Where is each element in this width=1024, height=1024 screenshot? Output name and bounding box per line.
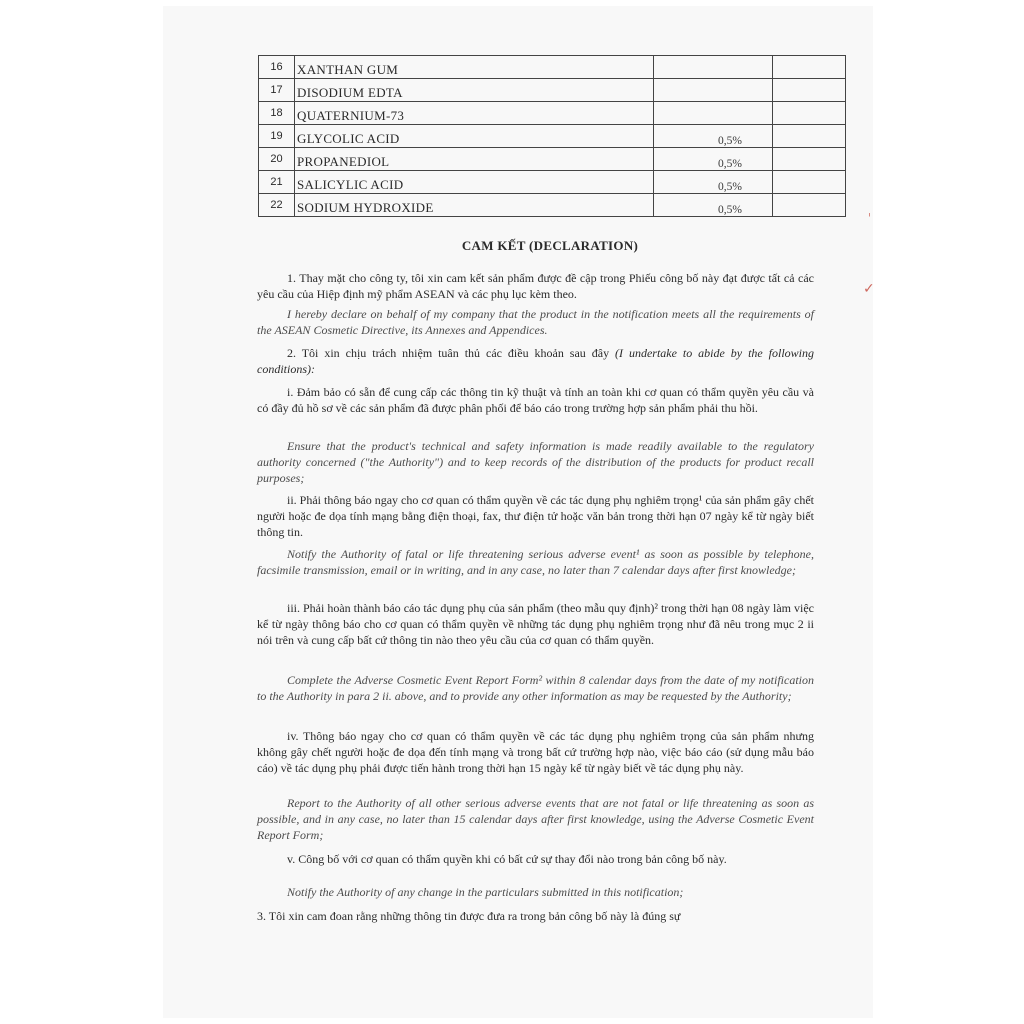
condition-ii-vi: ii. Phải thông báo ngay cho cơ quan có thẩm quyền về các tác dụng phụ nghiêm trọng¹ của sản phẩm gây chết người hoặc đe dọa tính mạng bằng điện thoại, fax, thư điện tử hoặc văn bản trong thời hạn 07 ngày kể từ ngày biết thông tin. bbox=[257, 493, 814, 539]
condition-iv-vi: iv. Thông báo ngay cho cơ quan có thẩm quyền về các tác dụng phụ nghiêm trọng của sản phẩm nhưng không gây chết người hoặc đe dọa đến tính mạng và trong bất cứ trường hợp nào, việc báo cáo (sử dụng mẫu báo cáo) về tác dụng phụ phải được tiến hành trong thời hạn 15 ngày kể từ ngày biết về tác dụng phụ này. bbox=[257, 729, 814, 775]
condition-v-vi: v. Công bố với cơ quan có thẩm quyền khi có bất cứ sự thay đổi nào trong bản công bố này. bbox=[287, 852, 727, 866]
ingredient-row bbox=[259, 148, 846, 171]
ingredient-row bbox=[259, 194, 846, 217]
ingredient-extra-cell bbox=[773, 125, 846, 148]
declaration-title: CAM KẾT (DECLARATION) bbox=[461, 238, 639, 253]
ingredient-name: XANTHAN GUM bbox=[295, 56, 654, 79]
ingredient-percent bbox=[654, 79, 773, 102]
declaration-para-2-vi: 2. Tôi xin chịu trách nhiệm tuân thủ các điều khoản sau đây bbox=[287, 346, 610, 360]
ingredient-row bbox=[259, 79, 846, 102]
ingredient-percent: 0,5% bbox=[654, 171, 773, 194]
condition-iii-en: Complete the Adverse Cosmetic Event Report Form² within 8 calendar days from the date of my notification to the Authority in para 2 ii. above, and to provide any other information as may be requested by the Authority; bbox=[257, 673, 814, 703]
ingredient-percent bbox=[654, 56, 773, 79]
ingredient-name: DISODIUM EDTA bbox=[295, 79, 654, 102]
condition-i-en: Ensure that the product's technical and safety information is made readily available to the regulatory authority concerned ("the Authority") and to keep records of the distribution of the products for product recall purposes; bbox=[257, 439, 814, 485]
declaration-para-1-vi: 1. Thay mặt cho công ty, tôi xin cam kết sản phẩm được đề cập trong Phiếu công bố này đạt được tất cả các yêu cầu của Hiệp định mỹ phẩm ASEAN và các phụ lục kèm theo. bbox=[257, 271, 814, 301]
ingredient-row bbox=[259, 171, 846, 194]
declaration-para-2-en: (I undertake to abide by the following conditions): bbox=[257, 346, 815, 376]
condition-iv-en: Report to the Authority of all other serious adverse events that are not fatal or life threatening as soon as possible, and in any case, no later than 15 calendar days after first knowledge, using the Adverse Cosmetic Event Report Form; bbox=[257, 796, 814, 842]
declaration-para-3-vi: 3. Tôi xin cam đoan rằng những thông tin được đưa ra trong bản công bố này là đúng sự bbox=[257, 909, 681, 923]
condition-v-en: Notify the Authority of any change in the particulars submitted in this notification; bbox=[287, 885, 684, 899]
declaration-para-1-en: I hereby declare on behalf of my company that the product in the notification meets all the requirements of the ASEAN Cosmetic Directive, its Annexes and Appendices. bbox=[257, 307, 814, 337]
ingredient-name: QUATERNIUM-73 bbox=[295, 102, 654, 125]
ingredient-name: SODIUM HYDROXIDE bbox=[295, 194, 654, 217]
ingredient-row bbox=[259, 56, 846, 79]
red-stamp-fragment: ✓ bbox=[863, 281, 875, 297]
ingredient-percent: 0,5% bbox=[654, 148, 773, 171]
ingredient-number: 21 bbox=[259, 171, 295, 194]
ingredient-percent: 0,5% bbox=[654, 194, 773, 217]
ingredient-percent bbox=[654, 102, 773, 125]
ingredient-name: PROPANEDIOL bbox=[295, 148, 654, 171]
ingredient-extra-cell bbox=[773, 102, 846, 125]
ingredient-number: 20 bbox=[259, 148, 295, 171]
ingredient-number: 19 bbox=[259, 125, 295, 148]
ingredient-extra-cell bbox=[773, 148, 846, 171]
ingredient-number: 16 bbox=[259, 56, 295, 79]
ingredient-table bbox=[258, 55, 846, 217]
ingredient-percent: 0,5% bbox=[654, 125, 773, 148]
ingredient-extra-cell bbox=[773, 171, 846, 194]
ingredient-row bbox=[259, 102, 846, 125]
declaration-para-2 bbox=[257, 345, 814, 377]
ingredient-number: 22 bbox=[259, 194, 295, 217]
ingredient-name: GLYCOLIC ACID bbox=[295, 125, 654, 148]
condition-iii-vi: iii. Phải hoàn thành báo cáo tác dụng phụ của sản phẩm (theo mẫu quy định)² trong thời hạn 08 ngày làm việc kể từ ngày thông báo cho cơ quan có thẩm quyền về những tác dụng phụ nghiêm trọng như đã nêu trong mục 2 ii nói trên và cung cấp bất cứ thông tin nào theo yêu cầu của cơ quan có thẩm quyền. bbox=[257, 601, 814, 647]
ingredient-number: 18 bbox=[259, 102, 295, 125]
ingredient-extra-cell bbox=[773, 56, 846, 79]
ingredient-name: SALICYLIC ACID bbox=[295, 171, 654, 194]
ingredient-extra-cell bbox=[773, 194, 846, 217]
condition-ii-en: Notify the Authority of fatal or life threatening serious adverse event¹ as soon as possible by telephone, facsimile transmission, email or in writing, and in any case, no later than 7 calendar days after first knowledge; bbox=[257, 547, 814, 577]
condition-i-vi: i. Đảm bảo có sẵn để cung cấp các thông tin kỹ thuật và tính an toàn khi cơ quan có thẩm quyền yêu cầu và có đầy đủ hồ sơ về các sản phẩm đã được phân phối để báo cáo trong trường hợp sản phẩm phải thu hồi. bbox=[257, 385, 814, 415]
ingredient-number: 17 bbox=[259, 79, 295, 102]
ingredient-extra-cell bbox=[773, 79, 846, 102]
ingredient-row bbox=[259, 125, 846, 148]
